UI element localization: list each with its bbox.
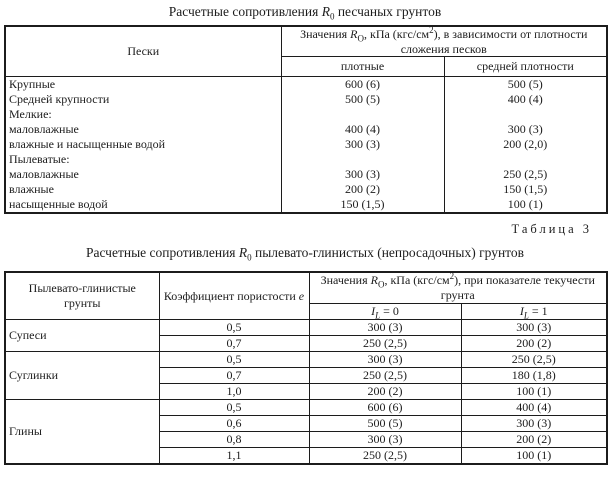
value-cell: 500 (5) xyxy=(444,77,607,93)
table-row xyxy=(5,319,607,335)
value-cell: 500 (5) xyxy=(281,92,444,107)
table-row xyxy=(5,197,607,213)
il1-value: = 1 xyxy=(528,303,548,318)
value-cell: 300 (3) xyxy=(461,415,607,431)
sand-soils-table xyxy=(4,25,608,214)
porosity-cell: 0,7 xyxy=(159,367,309,383)
porosity-header-pre: Коэффициент пористости xyxy=(163,288,299,303)
value-cell: 200 (2) xyxy=(309,383,461,399)
value-cell: 200 (2) xyxy=(461,431,607,447)
soil-group-label: Глины xyxy=(5,399,159,464)
header-cell-medium-density: средней плотности xyxy=(444,57,607,77)
row-label: влажные xyxy=(5,182,281,197)
value-cell: 300 (3) xyxy=(281,167,444,182)
porosity-cell: 0,5 xyxy=(159,351,309,367)
table2-title xyxy=(4,245,606,261)
i-symbol: I xyxy=(371,303,376,318)
row-label: маловлажные xyxy=(5,122,281,137)
table1-title-post: песчаных грунтов xyxy=(334,4,442,19)
value-cell: 100 (1) xyxy=(444,197,607,213)
r-subscript: О xyxy=(357,33,364,44)
value-cell: 250 (2,5) xyxy=(461,351,607,367)
values-header-post: ), при показателе текучести грунта xyxy=(440,273,595,302)
value-cell: 600 (6) xyxy=(309,399,461,415)
table2-header-row-1 xyxy=(5,272,607,303)
values-header-pre: Значения xyxy=(320,273,371,288)
value-cell: 600 (6) xyxy=(281,77,444,93)
table-row xyxy=(5,399,607,415)
header-cell-porosity xyxy=(159,272,309,319)
table2-title-pre: Расчетные сопротивления xyxy=(85,245,239,261)
row-label: Средней крупности xyxy=(5,92,281,107)
header-cell-values xyxy=(309,272,607,303)
table-row xyxy=(5,167,607,182)
values-header-mid: , кПа (кгс/см xyxy=(363,27,430,41)
value-cell: 400 (4) xyxy=(281,122,444,137)
squared-superscript: 2 xyxy=(449,272,455,282)
header-cell-values xyxy=(281,26,607,57)
table-row xyxy=(5,137,607,152)
r-subscript: 0 xyxy=(329,11,335,22)
r-symbol: R xyxy=(321,4,330,19)
header-cell-il0 xyxy=(309,303,461,319)
value-cell: 300 (3) xyxy=(281,137,444,152)
values-header-post: ), в зависимости от плотности сложения песков xyxy=(400,27,588,56)
values-header-pre: Значения xyxy=(300,27,351,41)
porosity-cell: 1,1 xyxy=(159,447,309,464)
r-subscript: 0 xyxy=(247,252,252,263)
value-cell: 300 (3) xyxy=(309,351,461,367)
header-cell-il1 xyxy=(461,303,607,319)
row-label: насыщенные водой xyxy=(5,197,281,213)
value-cell: 150 (1,5) xyxy=(444,182,607,197)
porosity-cell: 0,7 xyxy=(159,335,309,351)
header-cell-soil-types: Пылевато-глинистые грунты xyxy=(5,272,159,319)
porosity-cell: 0,5 xyxy=(159,399,309,415)
value-cell: 200 (2,0) xyxy=(444,137,607,152)
row-label: Пылеватые: xyxy=(5,152,281,167)
value-cell: 400 (4) xyxy=(444,92,607,107)
row-label: влажные и насыщенные водой xyxy=(5,137,281,152)
table1-title xyxy=(4,4,606,20)
squared-superscript: 2 xyxy=(429,26,434,35)
value-cell: 300 (3) xyxy=(461,319,607,335)
e-symbol: e xyxy=(298,288,305,303)
row-label: маловлажные xyxy=(5,167,281,182)
row-label: Крупные xyxy=(5,77,281,93)
table-row xyxy=(5,182,607,197)
soil-group-label: Супеси xyxy=(5,319,159,351)
row-label: Мелкие: xyxy=(5,107,281,122)
r-symbol: R xyxy=(238,245,248,261)
table-row xyxy=(5,152,607,167)
table-row xyxy=(5,351,607,367)
table-row xyxy=(5,122,607,137)
clay-soils-table xyxy=(4,271,608,464)
value-cell xyxy=(281,107,444,122)
r-subscript: О xyxy=(377,279,385,290)
table1-title-pre: Расчетные сопротивления xyxy=(168,4,322,19)
value-cell: 500 (5) xyxy=(309,415,461,431)
value-cell: 100 (1) xyxy=(461,447,607,464)
table-row xyxy=(5,92,607,107)
values-header-mid: , кПа (кгс/см xyxy=(384,273,450,288)
porosity-cell: 1,0 xyxy=(159,383,309,399)
header-cell-dense: плотные xyxy=(281,57,444,77)
value-cell xyxy=(444,152,607,167)
value-cell: 300 (3) xyxy=(309,431,461,447)
table2-title-post: пылевато-глинистых (непросадочных) грунтов xyxy=(251,245,525,261)
value-cell: 250 (2,5) xyxy=(309,447,461,464)
table-row xyxy=(5,77,607,93)
soil-group-label: Суглинки xyxy=(5,351,159,399)
il0-value: = 0 xyxy=(380,303,399,318)
value-cell: 300 (3) xyxy=(309,319,461,335)
value-cell: 250 (2,5) xyxy=(309,335,461,351)
value-cell: 180 (1,8) xyxy=(461,367,607,383)
table-row xyxy=(5,107,607,122)
value-cell: 250 (2,5) xyxy=(444,167,607,182)
porosity-cell: 0,5 xyxy=(159,319,309,335)
value-cell xyxy=(444,107,607,122)
value-cell xyxy=(281,152,444,167)
l-subscript: L xyxy=(375,310,381,319)
value-cell: 250 (2,5) xyxy=(309,367,461,383)
r-symbol: R xyxy=(370,273,378,288)
i-symbol: I xyxy=(519,303,524,318)
table3-caption: Таблица 3 xyxy=(511,222,592,237)
value-cell: 200 (2) xyxy=(461,335,607,351)
l-subscript: L xyxy=(523,310,529,319)
table1-header-row-1 xyxy=(5,26,607,57)
porosity-cell: 0,6 xyxy=(159,415,309,431)
value-cell: 300 (3) xyxy=(444,122,607,137)
value-cell: 200 (2) xyxy=(281,182,444,197)
value-cell: 400 (4) xyxy=(461,399,607,415)
porosity-cell: 0,8 xyxy=(159,431,309,447)
r-symbol: R xyxy=(350,27,358,41)
value-cell: 150 (1,5) xyxy=(281,197,444,213)
value-cell: 100 (1) xyxy=(461,383,607,399)
header-cell-sands: Пески xyxy=(5,26,281,77)
